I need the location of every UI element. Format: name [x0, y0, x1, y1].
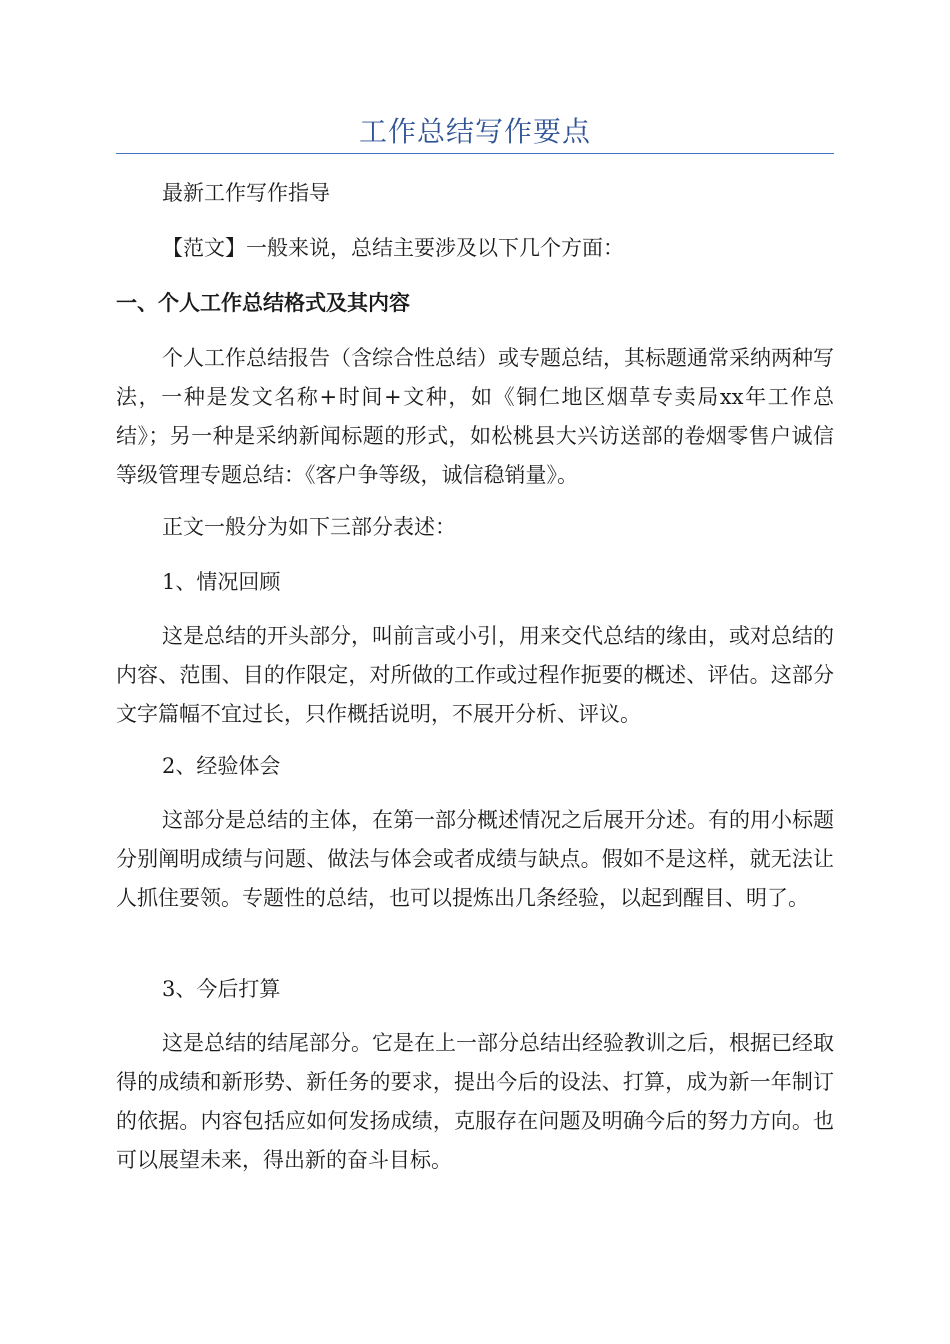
intro-paragraph: 【范文】一般来说，总结主要涉及以下几个方面：: [162, 236, 624, 260]
section-heading: 一、个人工作总结格式及其内容: [116, 291, 410, 315]
part1-paragraph: 这是总结的开头部分，叫前言或小引，用来交代总结的缘由，或对总结的内容、范围、目的作限定，对所做的工作或过程作扼要的概述、评估。这部分文字篇幅不宜过长，只作概括说明，不展开分析、评议。: [116, 624, 834, 726]
part3-paragraph: 这是总结的结尾部分。它是在上一部分总结出经验教训之后，根据已经取得的成绩和新形势、新任务的要求，提出今后的设法、打算，成为新一年制订的依据。内容包括应如何发扬成绩，克服存在问题及明确今后的努力方向。也可以展望未来，得出新的奋斗目标。: [116, 1031, 834, 1172]
document-title: 工作总结写作要点: [358, 115, 591, 148]
title-format-paragraph: 个人工作总结报告（含综合性总结）或专题总结，其标题通常采纳两种写法，一种是发文名称+时间+文种，如《铜仁地区烟草专卖局xx年工作总结》；另一种是采纳新闻标题的形式，如松桃县大兴访送部的卷烟零售户诚信等级管理专题总结：《客户争等级，诚信稳销量》。: [116, 346, 834, 487]
title-underline: [116, 153, 834, 154]
part2-heading: 2、经验体会: [162, 754, 281, 778]
part1-heading: 1、情况回顾: [162, 570, 281, 594]
part3-heading: 3、今后打算: [162, 977, 281, 1001]
body-intro-paragraph: 正文一般分为如下三部分表述：: [162, 515, 456, 539]
document-subtitle: 最新工作写作指导: [162, 181, 330, 205]
part2-paragraph: 这部分是总结的主体，在第一部分概述情况之后展开分述。有的用小标题分别阐明成绩与问题、做法与体会或者成绩与缺点。假如不是这样，就无法让人抓住要领。专题性的总结，也可以提炼出几条经验，以起到醒目、明了。: [116, 808, 834, 910]
